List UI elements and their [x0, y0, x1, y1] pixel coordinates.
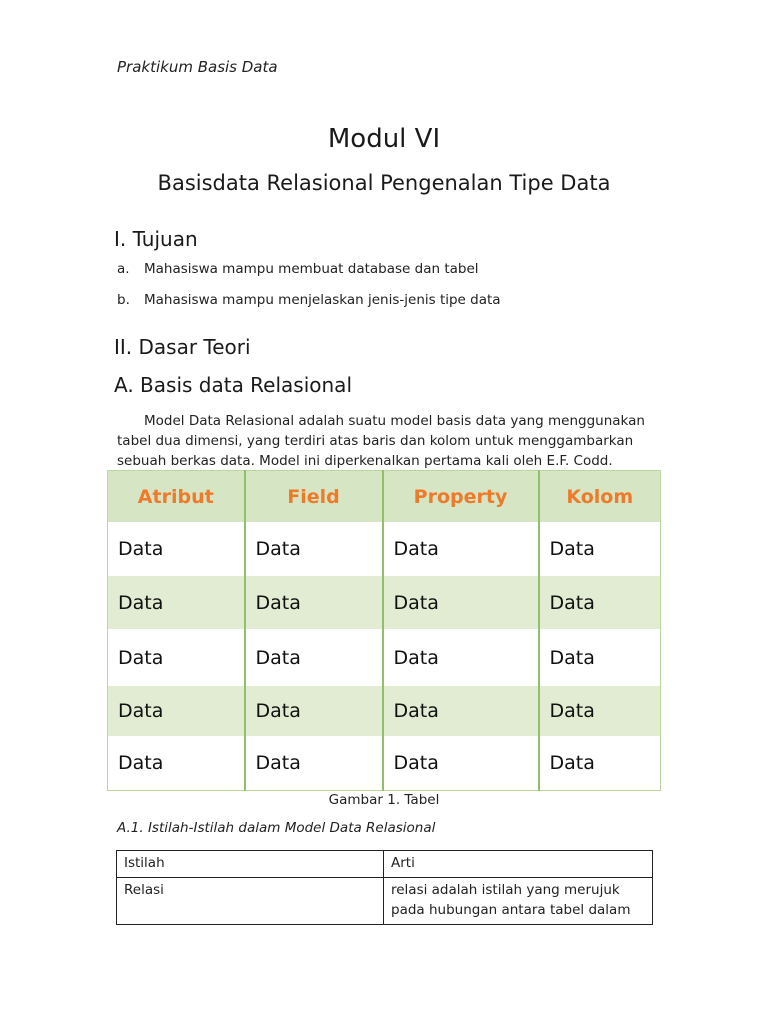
list-text: Mahasiswa mampu menjelaskan jenis-jenis tipe data [144, 292, 501, 308]
module-subtitle: Basisdata Relasional Pengenalan Tipe Data [157, 171, 611, 195]
table-row [108, 736, 661, 790]
list-item [117, 261, 479, 277]
section-heading-tujuan: I. Tujuan [114, 227, 198, 251]
figure-caption: Gambar 1. Tabel [328, 792, 440, 808]
header-cell-property: Property [383, 471, 539, 523]
table-cell: Data [245, 629, 383, 686]
paragraph-line: tabel dua dimensi, yang terdiri atas baris dan kolom untuk menggambarkan [117, 433, 634, 449]
section-heading-dasar-teori: II. Dasar Teori [114, 335, 251, 359]
list-item [117, 292, 501, 308]
table-row [117, 878, 653, 925]
subsection-heading-basis-data: A. Basis data Relasional [114, 373, 352, 397]
list-marker: a. [117, 261, 130, 277]
list-text: Mahasiswa mampu membuat database dan tabel [144, 261, 479, 277]
meaning-line: pada hubungan antara tabel dalam [391, 902, 631, 918]
table-row [108, 576, 661, 629]
table-row [108, 629, 661, 686]
figure-table-header-row [108, 471, 661, 523]
table-row [108, 522, 661, 576]
table-row [108, 686, 661, 736]
paragraph-line: Model Data Relasional adalah suatu model basis data yang menggunakan [144, 413, 645, 429]
subsection-title-istilah: A.1. Istilah-Istilah dalam Model Data Relasional [117, 820, 436, 836]
figure-table [107, 470, 661, 791]
table-cell: Data [383, 736, 539, 790]
meaning-line: relasi adalah istilah yang merujuk [391, 882, 620, 898]
table-cell: Data [539, 576, 661, 629]
terms-table [116, 850, 653, 925]
table-cell: Data [539, 522, 661, 576]
header-cell-kolom: Kolom [539, 471, 661, 523]
header-cell-field: Field [245, 471, 383, 523]
table-cell: Data [108, 522, 245, 576]
table-cell: Data [539, 686, 661, 736]
terms-header-arti: Arti [384, 851, 653, 878]
table-cell: Data [245, 686, 383, 736]
module-title: Modul VI [327, 124, 441, 154]
page-header: Praktikum Basis Data [117, 58, 278, 76]
meaning-cell [384, 878, 653, 925]
table-cell: Data [539, 629, 661, 686]
header-cell-atribut: Atribut [108, 471, 245, 523]
terms-header-istilah: Istilah [117, 851, 384, 878]
paragraph-line: sebuah berkas data. Model ini diperkenalkan pertama kali oleh E.F. Codd. [117, 453, 613, 469]
table-cell: Data [245, 576, 383, 629]
intro-paragraph [117, 411, 657, 471]
table-cell: Data [108, 736, 245, 790]
table-cell: Data [245, 736, 383, 790]
term-cell: Relasi [117, 878, 384, 925]
terms-table-header-row [117, 851, 653, 878]
table-cell: Data [108, 686, 245, 736]
table-cell: Data [383, 629, 539, 686]
table-cell: Data [108, 629, 245, 686]
table-cell: Data [245, 522, 383, 576]
table-cell: Data [108, 576, 245, 629]
table-cell: Data [539, 736, 661, 790]
table-cell: Data [383, 576, 539, 629]
list-marker: b. [117, 292, 130, 308]
table-cell: Data [383, 522, 539, 576]
table-cell: Data [383, 686, 539, 736]
